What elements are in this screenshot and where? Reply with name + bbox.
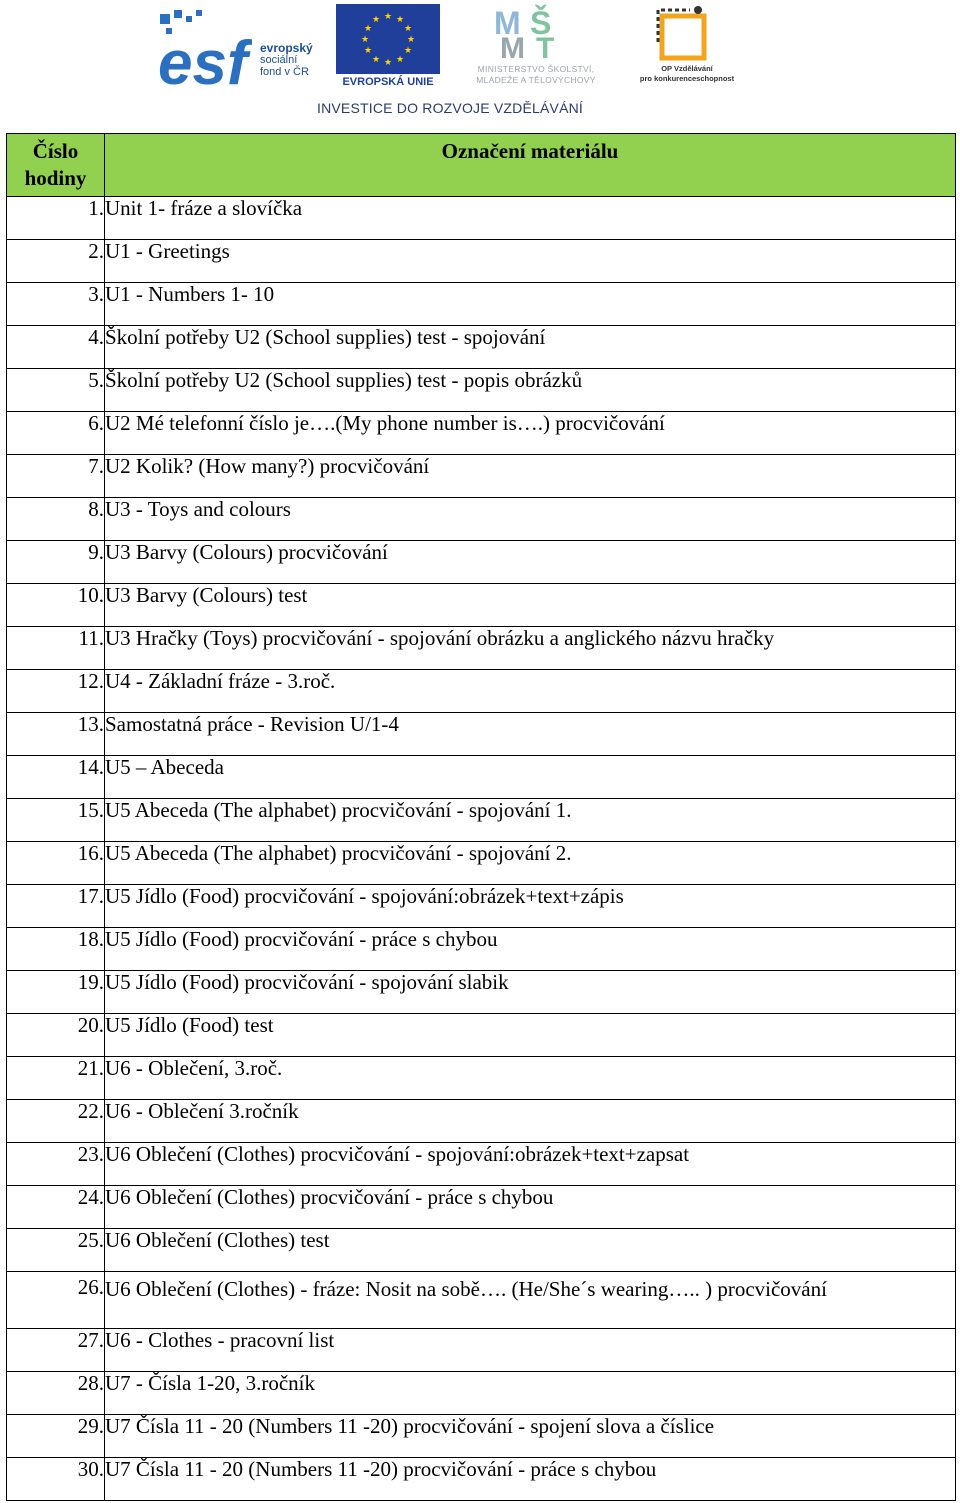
material-title: U7 Čísla 11 - 20 (Numbers 11 -20) procvičování - spojení slova a číslice — [105, 1415, 956, 1458]
table-row — [7, 283, 956, 326]
table-row — [7, 240, 956, 283]
material-title: U3 Barvy (Colours) procvičování — [105, 541, 956, 584]
lesson-number: 30. — [7, 1458, 105, 1501]
lesson-number: 5. — [7, 369, 105, 412]
lesson-number: 2. — [7, 240, 105, 283]
table-row — [7, 1372, 956, 1415]
lesson-number: 15. — [7, 799, 105, 842]
svg-text:T: T — [536, 32, 555, 60]
lesson-number: 11. — [7, 627, 105, 670]
svg-text:★: ★ — [371, 15, 381, 25]
svg-text:M: M — [500, 32, 525, 60]
tagline: INVESTICE DO ROZVOJE VZDĚLÁVÁNÍ — [316, 100, 584, 116]
msmt-logo — [446, 4, 626, 94]
material-title: U3 Hračky (Toys) procvičování - spojování obrázku a anglického názvu hračky — [105, 627, 956, 670]
lesson-number: 16. — [7, 842, 105, 885]
material-title: Školní potřeby U2 (School supplies) test - popis obrázků — [105, 369, 956, 412]
table-row — [7, 412, 956, 455]
svg-text:esf: esf — [158, 29, 248, 90]
svg-text:★: ★ — [383, 58, 393, 68]
lesson-number: 1. — [7, 197, 105, 240]
table-row — [7, 455, 956, 498]
material-title: U3 - Toys and colours — [105, 498, 956, 541]
svg-text:★: ★ — [406, 35, 416, 45]
material-title: U6 - Oblečení 3.ročník — [105, 1100, 956, 1143]
msmt-line: MINISTERSTVO ŠKOLSTVÍ, — [477, 64, 595, 74]
material-title: U3 Barvy (Colours) test — [105, 584, 956, 627]
material-title: U6 Oblečení (Clothes) procvičování - práce s chybou — [105, 1186, 956, 1229]
material-title: U6 Oblečení (Clothes) - fráze: Nosit na sobě…. (He/She´s wearing….. ) procvičování — [105, 1272, 956, 1329]
lesson-number: 3. — [7, 283, 105, 326]
lesson-number: 6. — [7, 412, 105, 455]
table-row — [7, 971, 956, 1014]
material-title: U6 - Clothes - pracovní list — [105, 1329, 956, 1372]
svg-text:★: ★ — [395, 15, 405, 25]
lesson-number: 24. — [7, 1186, 105, 1229]
table-row — [7, 1014, 956, 1057]
eu-label: EVROPSKÁ UNIE — [342, 76, 434, 88]
material-title: U5 Abeceda (The alphabet) procvičování - spojování 1. — [105, 799, 956, 842]
msmt-wordmark — [446, 64, 626, 86]
eu-flag-icon — [336, 4, 440, 74]
material-title: U5 Abeceda (The alphabet) procvičování - spojování 2. — [105, 842, 956, 885]
lesson-number: 26. — [7, 1272, 105, 1329]
table-header — [7, 134, 956, 197]
esf-wordmark — [260, 42, 330, 78]
material-title: U5 – Abeceda — [105, 756, 956, 799]
table-row — [7, 369, 956, 412]
material-title: U6 - Oblečení, 3.roč. — [105, 1057, 956, 1100]
material-title: U1 - Greetings — [105, 240, 956, 283]
svg-text:★: ★ — [403, 24, 413, 34]
lesson-number: 10. — [7, 584, 105, 627]
svg-text:Š: Š — [530, 5, 552, 41]
lesson-number: 17. — [7, 885, 105, 928]
svg-text:M: M — [494, 5, 521, 41]
lesson-number: 21. — [7, 1057, 105, 1100]
svg-text:★: ★ — [395, 55, 405, 65]
logo-banner — [150, 0, 750, 126]
lesson-number: 4. — [7, 326, 105, 369]
table-row — [7, 326, 956, 369]
material-title: U2 Kolik? (How many?) procvičování — [105, 455, 956, 498]
lesson-number: 22. — [7, 1100, 105, 1143]
material-title: U1 - Numbers 1- 10 — [105, 283, 956, 326]
op-logo — [628, 2, 746, 94]
table-row — [7, 1272, 956, 1329]
lesson-number: 9. — [7, 541, 105, 584]
esf-line: evropský — [260, 41, 313, 55]
lesson-number: 14. — [7, 756, 105, 799]
material-title: Samostatná práce - Revision U/1-4 — [105, 713, 956, 756]
material-title: U7 - Čísla 1-20, 3.ročník — [105, 1372, 956, 1415]
header-num-line2: hodiny — [24, 166, 87, 190]
material-title: U5 Jídlo (Food) test — [105, 1014, 956, 1057]
esf-mark-icon — [156, 6, 252, 90]
lesson-number: 20. — [7, 1014, 105, 1057]
table-row — [7, 928, 956, 971]
table-row — [7, 756, 956, 799]
lesson-number: 28. — [7, 1372, 105, 1415]
material-title: Unit 1- fráze a slovíčka — [105, 197, 956, 240]
table-row — [7, 885, 956, 928]
table-row — [7, 1458, 956, 1501]
lesson-number: 12. — [7, 670, 105, 713]
lesson-number: 23. — [7, 1143, 105, 1186]
table-row — [7, 1186, 956, 1229]
esf-line: sociální — [260, 54, 298, 66]
material-title: U5 Jídlo (Food) procvičování - práce s chybou — [105, 928, 956, 971]
material-title: U4 - Základní fráze - 3.roč. — [105, 670, 956, 713]
table-body — [7, 197, 956, 1501]
lesson-number: 13. — [7, 713, 105, 756]
svg-text:★: ★ — [403, 46, 413, 56]
esf-logo — [156, 6, 324, 92]
esf-line: fond v ČR — [260, 66, 309, 78]
svg-text:★: ★ — [371, 55, 381, 65]
msmt-mark-icon — [490, 4, 580, 60]
table-row — [7, 713, 956, 756]
table-row — [7, 799, 956, 842]
lesson-number: 8. — [7, 498, 105, 541]
material-title: U2 Mé telefonní číslo je….(My phone number is….) procvičování — [105, 412, 956, 455]
op-line: pro konkurenceschopnost — [639, 74, 735, 83]
table-row — [7, 584, 956, 627]
material-title: U5 Jídlo (Food) procvičování - spojování slabik — [105, 971, 956, 1014]
svg-text:★: ★ — [360, 35, 370, 45]
material-title: U5 Jídlo (Food) procvičování - spojování:obrázek+text+zápis — [105, 885, 956, 928]
table-row — [7, 541, 956, 584]
op-line: OP Vzdělávání — [661, 64, 713, 73]
lesson-number: 7. — [7, 455, 105, 498]
svg-text:★: ★ — [363, 24, 373, 34]
table-row — [7, 1143, 956, 1186]
material-title: U7 Čísla 11 - 20 (Numbers 11 -20) procvičování - práce s chybou — [105, 1458, 956, 1501]
header-material-title: Označení materiálu — [105, 134, 956, 197]
table-row — [7, 1057, 956, 1100]
table-row — [7, 1329, 956, 1372]
material-title: U6 Oblečení (Clothes) test — [105, 1229, 956, 1272]
op-wordmark — [628, 64, 746, 84]
lesson-number: 27. — [7, 1329, 105, 1372]
table-row — [7, 842, 956, 885]
lesson-number: 19. — [7, 971, 105, 1014]
material-title: Školní potřeby U2 (School supplies) test - spojování — [105, 326, 956, 369]
header-lesson-number — [7, 134, 105, 197]
table-row — [7, 498, 956, 541]
lesson-number: 18. — [7, 928, 105, 971]
table-row — [7, 627, 956, 670]
header-row — [7, 134, 956, 197]
table-row — [7, 1229, 956, 1272]
table-row — [7, 1415, 956, 1458]
table-row — [7, 670, 956, 713]
table-row — [7, 1100, 956, 1143]
table-row — [7, 197, 956, 240]
op-mark-icon — [648, 2, 718, 64]
header-num-line1: Číslo — [32, 139, 79, 163]
material-title: U6 Oblečení (Clothes) procvičování - spojování:obrázek+text+zapsat — [105, 1143, 956, 1186]
materials-table — [6, 133, 956, 1501]
lesson-number: 29. — [7, 1415, 105, 1458]
msmt-line: MLÁDEŽE A TĚLOVÝCHOVY — [476, 75, 596, 85]
lesson-number: 25. — [7, 1229, 105, 1272]
svg-text:★: ★ — [383, 12, 393, 22]
svg-text:★: ★ — [363, 46, 373, 56]
eu-logo — [336, 4, 440, 92]
